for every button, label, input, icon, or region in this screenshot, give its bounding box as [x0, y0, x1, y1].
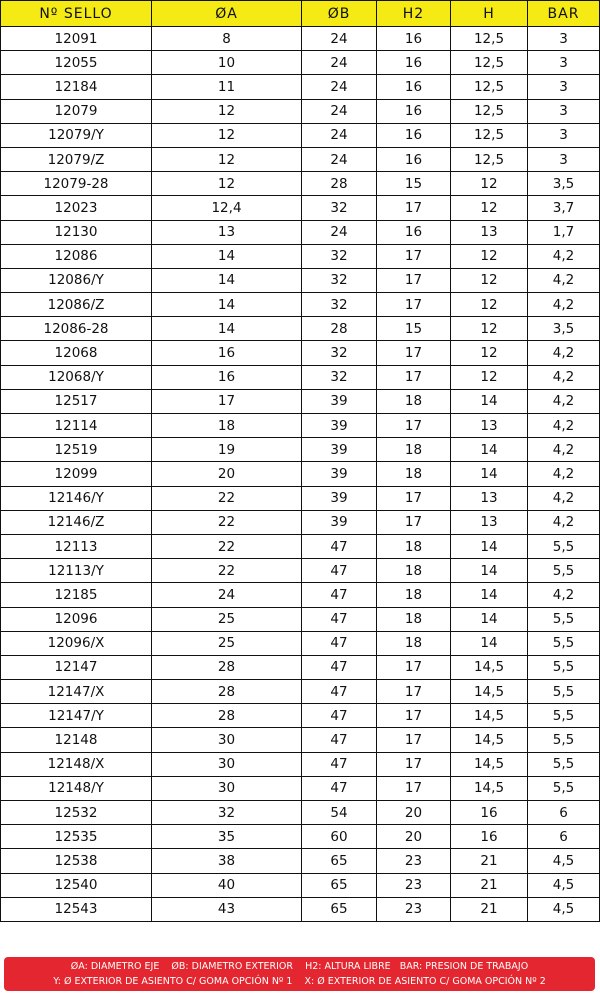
cell-seal-number: 12086	[1, 244, 152, 268]
cell-diameter-b: 39	[302, 414, 377, 438]
table-row	[1, 583, 600, 607]
cell-seal-number: 12147	[1, 655, 152, 679]
cell-bar: 3	[528, 99, 600, 123]
table-row	[1, 268, 600, 292]
cell-seal-number: 12148/Y	[1, 776, 152, 800]
cell-seal-number: 12099	[1, 462, 152, 486]
cell-bar: 4,2	[528, 462, 600, 486]
table-row	[1, 559, 600, 583]
cell-bar: 4,5	[528, 897, 600, 921]
cell-h2: 18	[377, 462, 451, 486]
cell-h: 12,5	[451, 99, 528, 123]
table-row	[1, 462, 600, 486]
cell-h2: 17	[377, 776, 451, 800]
table-row	[1, 897, 600, 921]
table-row	[1, 51, 600, 75]
cell-diameter-a: 12	[152, 99, 302, 123]
cell-bar: 4,2	[528, 389, 600, 413]
cell-seal-number: 12130	[1, 220, 152, 244]
cell-diameter-a: 16	[152, 341, 302, 365]
cell-h: 13	[451, 510, 528, 534]
table-header-row	[1, 1, 600, 27]
cell-diameter-a: 18	[152, 414, 302, 438]
cell-bar: 3,5	[528, 317, 600, 341]
table-row	[1, 825, 600, 849]
cell-bar: 3,5	[528, 172, 600, 196]
cell-diameter-a: 22	[152, 559, 302, 583]
cell-diameter-a: 16	[152, 365, 302, 389]
cell-diameter-b: 47	[302, 752, 377, 776]
cell-diameter-a: 19	[152, 438, 302, 462]
cell-seal-number: 12114	[1, 414, 152, 438]
cell-h2: 17	[377, 414, 451, 438]
cell-diameter-a: 12	[152, 147, 302, 171]
cell-bar: 5,5	[528, 534, 600, 558]
cell-h: 14	[451, 631, 528, 655]
cell-bar: 4,2	[528, 414, 600, 438]
cell-diameter-b: 47	[302, 583, 377, 607]
cell-h2: 17	[377, 655, 451, 679]
table-row	[1, 414, 600, 438]
cell-diameter-b: 65	[302, 897, 377, 921]
cell-bar: 4,2	[528, 341, 600, 365]
cell-diameter-b: 32	[302, 293, 377, 317]
cell-h: 14	[451, 438, 528, 462]
cell-diameter-b: 24	[302, 27, 377, 51]
cell-seal-number: 12086/Y	[1, 268, 152, 292]
cell-diameter-a: 25	[152, 607, 302, 631]
cell-diameter-a: 35	[152, 825, 302, 849]
cell-h2: 17	[377, 268, 451, 292]
table-row	[1, 172, 600, 196]
cell-h: 16	[451, 825, 528, 849]
cell-seal-number: 12532	[1, 801, 152, 825]
cell-bar: 5,5	[528, 607, 600, 631]
cell-h2: 18	[377, 534, 451, 558]
table-row	[1, 607, 600, 631]
cell-h: 14,5	[451, 752, 528, 776]
cell-seal-number: 12113/Y	[1, 559, 152, 583]
cell-h2: 16	[377, 27, 451, 51]
table-row	[1, 728, 600, 752]
cell-seal-number: 12086/Z	[1, 293, 152, 317]
cell-diameter-a: 30	[152, 752, 302, 776]
table-row	[1, 776, 600, 800]
cell-bar: 4,2	[528, 244, 600, 268]
cell-diameter-b: 47	[302, 655, 377, 679]
cell-h2: 23	[377, 897, 451, 921]
table-row	[1, 75, 600, 99]
cell-seal-number: 12079/Z	[1, 147, 152, 171]
cell-h2: 20	[377, 825, 451, 849]
cell-diameter-b: 65	[302, 873, 377, 897]
table-row	[1, 244, 600, 268]
cell-h: 13	[451, 414, 528, 438]
table-row	[1, 631, 600, 655]
cell-bar: 6	[528, 825, 600, 849]
cell-diameter-b: 32	[302, 196, 377, 220]
cell-h2: 17	[377, 486, 451, 510]
table-row	[1, 147, 600, 171]
legend-line-2: Y: Ø EXTERIOR DE ASIENTO C/ GOMA OPCIÓN Nº 1 X: Ø EXTERIOR DE ASIENTO C/ GOMA OPCIÓN Nº 2	[53, 976, 546, 987]
cell-h: 14	[451, 559, 528, 583]
cell-seal-number: 12147/X	[1, 680, 152, 704]
cell-diameter-a: 30	[152, 776, 302, 800]
cell-diameter-a: 28	[152, 680, 302, 704]
cell-h: 16	[451, 801, 528, 825]
cell-diameter-b: 47	[302, 534, 377, 558]
cell-h: 14,5	[451, 680, 528, 704]
cell-diameter-a: 24	[152, 583, 302, 607]
cell-diameter-a: 11	[152, 75, 302, 99]
cell-h2: 18	[377, 631, 451, 655]
cell-diameter-b: 39	[302, 462, 377, 486]
cell-seal-number: 12113	[1, 534, 152, 558]
cell-h2: 17	[377, 752, 451, 776]
cell-diameter-b: 28	[302, 172, 377, 196]
table-row	[1, 389, 600, 413]
cell-bar: 4,2	[528, 365, 600, 389]
cell-seal-number: 12148	[1, 728, 152, 752]
cell-h: 14,5	[451, 655, 528, 679]
cell-bar: 3	[528, 75, 600, 99]
cell-diameter-b: 39	[302, 438, 377, 462]
cell-diameter-a: 12	[152, 123, 302, 147]
cell-diameter-b: 24	[302, 123, 377, 147]
table-body	[1, 27, 600, 922]
cell-diameter-b: 32	[302, 341, 377, 365]
header-diameter-b: ØB	[302, 1, 377, 27]
cell-seal-number: 12184	[1, 75, 152, 99]
cell-seal-number: 12146/Y	[1, 486, 152, 510]
cell-diameter-b: 39	[302, 510, 377, 534]
cell-h: 14,5	[451, 776, 528, 800]
cell-bar: 3	[528, 51, 600, 75]
table-row	[1, 752, 600, 776]
cell-bar: 5,5	[528, 776, 600, 800]
cell-h2: 17	[377, 510, 451, 534]
cell-diameter-b: 60	[302, 825, 377, 849]
header-h: H	[451, 1, 528, 27]
cell-seal-number: 12079	[1, 99, 152, 123]
cell-h: 12,5	[451, 27, 528, 51]
table-row	[1, 341, 600, 365]
cell-bar: 5,5	[528, 704, 600, 728]
cell-h: 14	[451, 462, 528, 486]
cell-h2: 16	[377, 51, 451, 75]
cell-h: 14,5	[451, 704, 528, 728]
cell-diameter-a: 28	[152, 655, 302, 679]
cell-h2: 16	[377, 147, 451, 171]
table-row	[1, 123, 600, 147]
cell-diameter-a: 10	[152, 51, 302, 75]
cell-seal-number: 12540	[1, 873, 152, 897]
cell-diameter-a: 40	[152, 873, 302, 897]
table-row	[1, 220, 600, 244]
cell-bar: 5,5	[528, 680, 600, 704]
cell-bar: 5,5	[528, 559, 600, 583]
cell-diameter-a: 12	[152, 172, 302, 196]
cell-h2: 23	[377, 849, 451, 873]
header-seal-number: Nº SELLO	[1, 1, 152, 27]
cell-seal-number: 12086-28	[1, 317, 152, 341]
cell-diameter-a: 14	[152, 268, 302, 292]
cell-h: 21	[451, 873, 528, 897]
table-row	[1, 873, 600, 897]
cell-diameter-b: 54	[302, 801, 377, 825]
cell-h: 12	[451, 196, 528, 220]
cell-bar: 4,2	[528, 583, 600, 607]
cell-bar: 5,5	[528, 631, 600, 655]
cell-h: 13	[451, 220, 528, 244]
cell-diameter-a: 17	[152, 389, 302, 413]
table-row	[1, 99, 600, 123]
cell-h: 14	[451, 583, 528, 607]
cell-h: 14	[451, 607, 528, 631]
cell-diameter-a: 22	[152, 510, 302, 534]
cell-seal-number: 12068/Y	[1, 365, 152, 389]
cell-h: 12,5	[451, 147, 528, 171]
cell-h2: 17	[377, 244, 451, 268]
table-row	[1, 680, 600, 704]
cell-h: 12	[451, 268, 528, 292]
cell-seal-number: 12091	[1, 27, 152, 51]
cell-h2: 17	[377, 704, 451, 728]
legend-line-1: ØA: DIAMETRO EJE ØB: DIAMETRO EXTERIOR H2: ALTURA LIBRE BAR: PRESION DE TRABAJO	[70, 961, 529, 972]
cell-bar: 5,5	[528, 752, 600, 776]
cell-seal-number: 12147/Y	[1, 704, 152, 728]
cell-bar: 3,7	[528, 196, 600, 220]
cell-seal-number: 12538	[1, 849, 152, 873]
table-row	[1, 801, 600, 825]
cell-diameter-b: 24	[302, 75, 377, 99]
cell-h2: 16	[377, 220, 451, 244]
cell-h2: 17	[377, 341, 451, 365]
cell-h2: 18	[377, 389, 451, 413]
cell-h: 12	[451, 244, 528, 268]
cell-h2: 15	[377, 317, 451, 341]
cell-diameter-b: 24	[302, 220, 377, 244]
cell-h2: 18	[377, 607, 451, 631]
cell-seal-number: 12079-28	[1, 172, 152, 196]
cell-diameter-a: 13	[152, 220, 302, 244]
cell-diameter-a: 43	[152, 897, 302, 921]
cell-bar: 5,5	[528, 728, 600, 752]
cell-seal-number: 12079/Y	[1, 123, 152, 147]
cell-bar: 3	[528, 147, 600, 171]
cell-h2: 16	[377, 123, 451, 147]
cell-h: 14	[451, 534, 528, 558]
cell-diameter-a: 30	[152, 728, 302, 752]
cell-h2: 18	[377, 438, 451, 462]
cell-diameter-b: 47	[302, 559, 377, 583]
cell-diameter-b: 24	[302, 99, 377, 123]
cell-seal-number: 12535	[1, 825, 152, 849]
cell-h2: 18	[377, 559, 451, 583]
cell-diameter-b: 39	[302, 486, 377, 510]
legend-box	[4, 957, 595, 991]
cell-diameter-a: 12,4	[152, 196, 302, 220]
cell-h: 14,5	[451, 728, 528, 752]
cell-diameter-b: 47	[302, 680, 377, 704]
cell-seal-number: 12023	[1, 196, 152, 220]
cell-diameter-a: 14	[152, 293, 302, 317]
cell-seal-number: 12068	[1, 341, 152, 365]
cell-seal-number: 12517	[1, 389, 152, 413]
cell-h2: 17	[377, 680, 451, 704]
cell-diameter-a: 20	[152, 462, 302, 486]
cell-diameter-b: 47	[302, 704, 377, 728]
cell-diameter-a: 22	[152, 534, 302, 558]
cell-h2: 17	[377, 293, 451, 317]
table-row	[1, 438, 600, 462]
cell-diameter-b: 32	[302, 268, 377, 292]
cell-h: 12,5	[451, 75, 528, 99]
cell-bar: 6	[528, 801, 600, 825]
cell-diameter-b: 24	[302, 51, 377, 75]
cell-h: 12,5	[451, 123, 528, 147]
cell-bar: 1,7	[528, 220, 600, 244]
header-diameter-a: ØA	[152, 1, 302, 27]
header-h2: H2	[377, 1, 451, 27]
cell-seal-number: 12055	[1, 51, 152, 75]
cell-bar: 4,2	[528, 510, 600, 534]
cell-seal-number: 12543	[1, 897, 152, 921]
cell-diameter-b: 28	[302, 317, 377, 341]
cell-diameter-b: 65	[302, 849, 377, 873]
table-row	[1, 317, 600, 341]
table-row	[1, 534, 600, 558]
cell-bar: 3	[528, 123, 600, 147]
table-row	[1, 510, 600, 534]
cell-diameter-b: 39	[302, 389, 377, 413]
cell-diameter-b: 32	[302, 365, 377, 389]
table-row	[1, 365, 600, 389]
table-row	[1, 27, 600, 51]
cell-h: 12,5	[451, 51, 528, 75]
cell-diameter-b: 47	[302, 631, 377, 655]
cell-diameter-b: 47	[302, 607, 377, 631]
table-row	[1, 655, 600, 679]
cell-seal-number: 12096/X	[1, 631, 152, 655]
cell-h2: 18	[377, 583, 451, 607]
cell-diameter-a: 14	[152, 317, 302, 341]
cell-bar: 3	[528, 27, 600, 51]
cell-h2: 16	[377, 75, 451, 99]
cell-h2: 17	[377, 365, 451, 389]
cell-seal-number: 12096	[1, 607, 152, 631]
table-row	[1, 849, 600, 873]
cell-h2: 16	[377, 99, 451, 123]
cell-h2: 17	[377, 196, 451, 220]
cell-diameter-a: 32	[152, 801, 302, 825]
cell-seal-number: 12185	[1, 583, 152, 607]
cell-diameter-a: 28	[152, 704, 302, 728]
cell-diameter-b: 47	[302, 776, 377, 800]
cell-bar: 4,2	[528, 438, 600, 462]
table-row	[1, 293, 600, 317]
cell-bar: 4,2	[528, 293, 600, 317]
cell-h: 12	[451, 341, 528, 365]
cell-bar: 4,5	[528, 849, 600, 873]
header-bar: BAR	[528, 1, 600, 27]
cell-h: 21	[451, 897, 528, 921]
cell-h2: 17	[377, 728, 451, 752]
cell-diameter-a: 14	[152, 244, 302, 268]
cell-h: 21	[451, 849, 528, 873]
cell-diameter-a: 8	[152, 27, 302, 51]
cell-bar: 4,2	[528, 486, 600, 510]
cell-seal-number: 12519	[1, 438, 152, 462]
table-row	[1, 196, 600, 220]
cell-h: 14	[451, 389, 528, 413]
cell-h2: 15	[377, 172, 451, 196]
table-row	[1, 486, 600, 510]
table-row	[1, 704, 600, 728]
cell-diameter-b: 24	[302, 147, 377, 171]
cell-h: 12	[451, 172, 528, 196]
cell-h: 12	[451, 365, 528, 389]
cell-h: 12	[451, 317, 528, 341]
cell-h2: 23	[377, 873, 451, 897]
cell-h2: 20	[377, 801, 451, 825]
cell-bar: 5,5	[528, 655, 600, 679]
cell-diameter-a: 22	[152, 486, 302, 510]
cell-diameter-b: 47	[302, 728, 377, 752]
cell-bar: 4,2	[528, 268, 600, 292]
cell-diameter-a: 38	[152, 849, 302, 873]
cell-seal-number: 12148/X	[1, 752, 152, 776]
cell-h: 13	[451, 486, 528, 510]
cell-bar: 4,5	[528, 873, 600, 897]
cell-seal-number: 12146/Z	[1, 510, 152, 534]
cell-diameter-a: 25	[152, 631, 302, 655]
cell-diameter-b: 32	[302, 244, 377, 268]
cell-h: 12	[451, 293, 528, 317]
